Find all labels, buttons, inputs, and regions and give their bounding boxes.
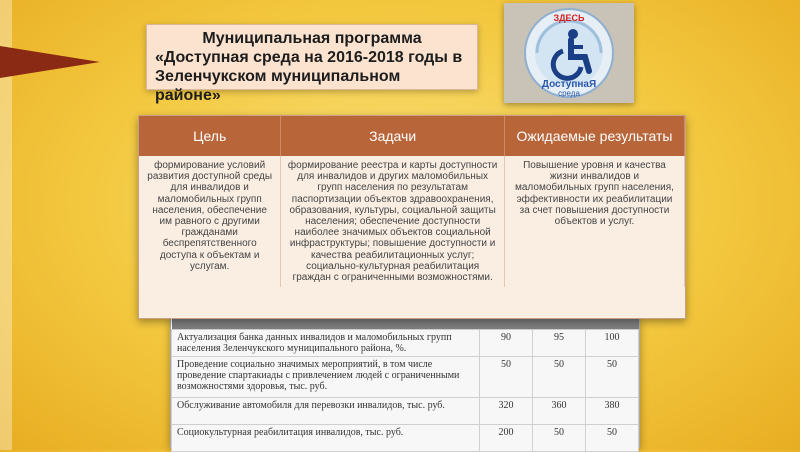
logo-top-text: ЗДЕСЬ xyxy=(553,13,585,23)
indicator-2017: 50 xyxy=(533,357,586,398)
decorative-arrow xyxy=(0,46,100,78)
indicators-header-bar xyxy=(172,319,639,330)
header-results: Ожидаемые результаты xyxy=(504,116,684,156)
goal-cell: формирование условий развития доступной среды для инвалидов и маломобильных групп населения, обеспечение им равного с другими гражданами беспрепятственного доступа к объектам и услугам. xyxy=(139,156,281,287)
indicator-2016: 320 xyxy=(480,398,533,425)
title-line-1: Муниципальная программа xyxy=(202,30,422,47)
title-line-2: «Доступная среда на 2016-2018 годы в xyxy=(155,49,463,66)
indicators-table xyxy=(170,318,640,448)
indicator-2018: 50 xyxy=(586,425,639,452)
indicator-2017: 360 xyxy=(533,398,586,425)
accessible-environment-logo xyxy=(504,3,634,103)
logo-bottom-text-1: ДоступнаЯ xyxy=(541,79,597,90)
title-line-3: Зеленчукском муниципальном районе» xyxy=(155,68,401,104)
tasks-cell: формирование реестра и карты доступности для инвалидов и других маломобильных групп населения по результатам паспортизации объектов здравоохранения, образования, культуры, социальной защиты населения; обеспечение доступности наиболее значимых объектов социальной инфраструктуры; повышение доступности и качества реабилитационных услуг; социально-культурная реабилитация граждан с ограниченными возможностями. xyxy=(281,156,505,287)
indicator-2016: 50 xyxy=(480,357,533,398)
indicator-2016: 200 xyxy=(480,425,533,452)
indicator-2018: 100 xyxy=(586,330,639,357)
logo-emblem xyxy=(523,7,615,99)
indicator-name: Проведение социально значимых мероприятий, в том числе проведение спартакиады с привлечением людей с ограниченными возможностями здоровья, тыс. руб. xyxy=(172,357,480,398)
indicator-name: Обслуживание автомобиля для перевозки инвалидов, тыс. руб. xyxy=(172,398,480,425)
program-goals-table xyxy=(138,115,686,319)
results-cell: Повышение уровня и качества жизни инвалидов и маломобильных групп населения, эффективности их реабилитации за счет повышения доступности объектов и услуг. xyxy=(504,156,684,287)
table-row xyxy=(139,156,685,287)
table-row xyxy=(172,357,639,398)
title-box xyxy=(146,24,478,104)
indicator-2018: 50 xyxy=(586,357,639,398)
indicator-name: Социокультурная реабилитация инвалидов, тыс. руб. xyxy=(172,425,480,452)
header-tasks: Задачи xyxy=(281,116,505,156)
header-goal: Цель xyxy=(139,116,281,156)
indicator-2016: 90 xyxy=(480,330,533,357)
indicator-2017: 95 xyxy=(533,330,586,357)
table-row xyxy=(172,425,639,452)
table-row xyxy=(172,398,639,425)
indicator-name: Актуализация банка данных инвалидов и маломобильных групп населения Зеленчукского муниципального района, %. xyxy=(172,330,480,357)
indicator-2018: 380 xyxy=(586,398,639,425)
logo-bottom-text-2: среда xyxy=(558,89,580,98)
indicator-2017: 50 xyxy=(533,425,586,452)
table-row xyxy=(172,330,639,357)
